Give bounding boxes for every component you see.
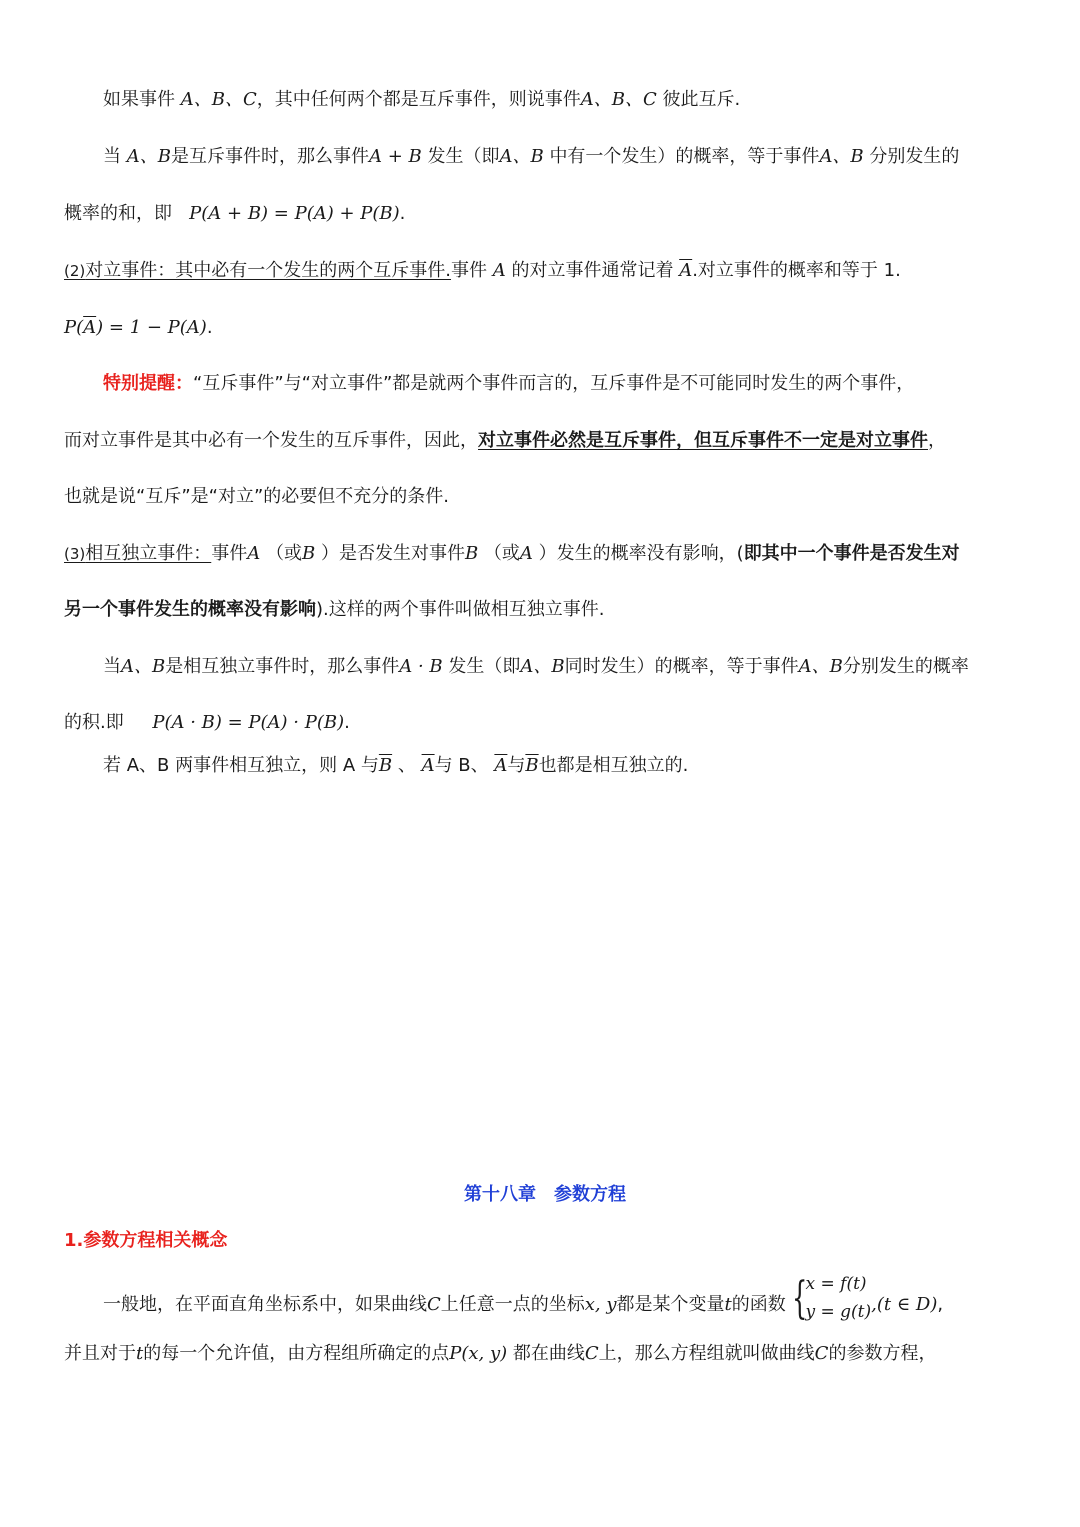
text: 是相互独立事件时，那么事件: [165, 656, 400, 677]
text: 上，那么方程组就叫做曲线: [598, 1343, 815, 1364]
paragraph-mutually-exclusive-three: [103, 87, 1040, 113]
text: 彼此互斥.: [662, 89, 741, 110]
text: 中有一个发生）的概率，等于事件: [549, 146, 820, 167]
text: 而对立事件是其中必有一个发生的互斥事件，因此，: [64, 430, 478, 451]
text: 概率的和，即: [64, 203, 172, 224]
section-heading: [64, 1228, 1040, 1254]
math-event: B: [301, 543, 316, 564]
text: 发生（即: [427, 146, 500, 167]
math-complement: $\overline{B}$: [525, 755, 539, 776]
text: ，其中任何两个都是互斥事件，则说事件: [256, 89, 581, 110]
chapter-title: 第十八章 参数方程: [464, 1184, 626, 1205]
text: 的每一个允许值，由方程组所确定的点: [143, 1343, 450, 1364]
paragraph-necessary-condition: [64, 484, 1040, 510]
paragraph-parametric-continued: [64, 1341, 1040, 1367]
math-coordinates: x, y: [584, 1294, 617, 1315]
emphasis-text: 即其中一个事件是否发生对: [743, 543, 960, 564]
math-product: A · B: [399, 656, 443, 677]
math-event: A: [492, 260, 506, 281]
math: ) = 1 − P(A): [96, 317, 207, 338]
formula-complement: [64, 315, 1040, 341]
reminder-label: 特别提醒：: [103, 373, 193, 394]
paragraph-independent-multiplication: [103, 654, 1040, 680]
paragraph-parametric-definition: [103, 1273, 1040, 1326]
math-events: A、B: [121, 656, 166, 677]
text: 当: [103, 146, 121, 167]
formula-addition: P(A + B) = P(A) + P(B): [189, 203, 400, 224]
math-events: A、B: [798, 656, 843, 677]
math-curve: C: [814, 1343, 829, 1364]
math-event: A: [519, 543, 533, 564]
text: 分别发生的概率: [842, 656, 969, 677]
text: .: [206, 317, 213, 338]
text: 相互独立事件：: [85, 543, 212, 564]
text: 事件: [450, 260, 487, 281]
math-curve: C: [584, 1343, 599, 1364]
math-complement: $\overline{A}$: [83, 317, 97, 338]
math-events: A、B: [819, 146, 864, 167]
text: 与: [507, 755, 526, 776]
paragraph-independent-complements: [103, 753, 1040, 779]
text: .: [399, 203, 406, 224]
paragraph-multiplication-formula: [64, 710, 1040, 736]
text: ,: [937, 1294, 944, 1315]
text: 的积.即: [64, 712, 124, 733]
math-event: B: [464, 543, 479, 564]
math-events: A、B: [126, 146, 171, 167]
text: 也就是说“互斥”是“对立”的必要但不充分的条件.: [64, 486, 450, 507]
math-complement: $\overline{B}$: [378, 755, 393, 776]
math-events: A、B、C: [180, 89, 257, 110]
math-point: P(x, y): [449, 1343, 508, 1364]
paragraph-special-reminder: [103, 371, 1040, 397]
text: 、: [397, 755, 416, 776]
paragraph-reminder-continued: [64, 428, 1040, 454]
text: 与 B、: [434, 755, 489, 776]
text: 对立事件：其中必有一个发生的两个互斥事件.: [85, 260, 451, 281]
text: 事件: [211, 543, 248, 564]
emphasis-text: 对立事件必然是互斥事件，但互斥事件不一定是对立事件: [478, 430, 928, 451]
equation-y: y = g(t): [805, 1302, 872, 1322]
item-number: (2): [64, 262, 86, 280]
left-brace-icon: {: [791, 1273, 807, 1324]
paragraph-exclusive-addition: [103, 144, 1040, 170]
paragraph-addition-formula: [64, 201, 1040, 227]
text: ).这样的两个事件叫做相互独立事件.: [316, 599, 605, 620]
text: 同时发生）的概率，等于事件: [564, 656, 799, 677]
text: 的函数: [731, 1294, 786, 1315]
math-events: A、B: [520, 656, 565, 677]
math-variable: t: [136, 1343, 144, 1364]
math-variable: t: [724, 1294, 732, 1315]
text: 上任意一点的坐标: [440, 1294, 585, 1315]
text: 并且对于: [64, 1343, 136, 1364]
text: 都在曲线: [512, 1343, 585, 1364]
paragraph-independent-continued: [64, 597, 1040, 623]
paragraph-complementary-definition: [64, 258, 1040, 284]
equation-system: [792, 1270, 872, 1326]
emphasis-text: 另一个事件发生的概率没有影响: [64, 599, 316, 620]
math-complement: $\overline{A}$: [679, 260, 693, 281]
text: 的对立事件通常记着: [511, 260, 674, 281]
item-number: (3): [64, 545, 86, 563]
text: 也都是相互独立的.: [538, 755, 689, 776]
math-domain: ,(t ∈ D): [871, 1294, 938, 1315]
equation-x: x = f(t): [805, 1274, 867, 1294]
text: 如果事件: [103, 89, 175, 110]
text: 当: [103, 656, 121, 677]
text: 都是某个变量: [616, 1294, 725, 1315]
math-events: A、B、C: [580, 89, 657, 110]
math-complement: $\overline{A}$: [421, 755, 435, 776]
text: 发生（即: [448, 656, 521, 677]
math-sum: A + B: [368, 146, 422, 167]
math-events: A、B: [499, 146, 544, 167]
section-title: 1.参数方程相关概念: [64, 1230, 228, 1251]
text: ）发生的概率没有影响，(: [538, 543, 744, 564]
text: （或: [265, 543, 302, 564]
text: “互斥事件”与“对立事件”都是就两个事件而言的，互斥事件是不可能同时发生的两个事件，: [193, 373, 915, 394]
text: 一般地，在平面直角坐标系中，如果曲线: [103, 1294, 427, 1315]
text: ，: [928, 430, 946, 451]
formula-multiplication: P(A · B) = P(A) · P(B): [152, 712, 345, 733]
math: P(: [64, 317, 84, 338]
math-complement: $\overline{A}$: [494, 755, 508, 776]
text: 分别发生的: [869, 146, 960, 167]
text: .: [344, 712, 350, 733]
text: .对立事件的概率和等于 1.: [692, 260, 901, 281]
complementary-heading: [64, 260, 451, 281]
independent-heading: [64, 543, 211, 564]
text: 的参数方程，: [828, 1343, 937, 1364]
text: 是互斥事件时，那么事件: [170, 146, 369, 167]
text: 若 A、B 两事件相互独立，则 A 与: [103, 755, 379, 776]
math-event: A: [247, 543, 261, 564]
text: （或: [483, 543, 520, 564]
text: ）是否发生对事件: [320, 543, 465, 564]
math-curve: C: [427, 1294, 441, 1315]
paragraph-independent-definition: [64, 541, 1040, 567]
